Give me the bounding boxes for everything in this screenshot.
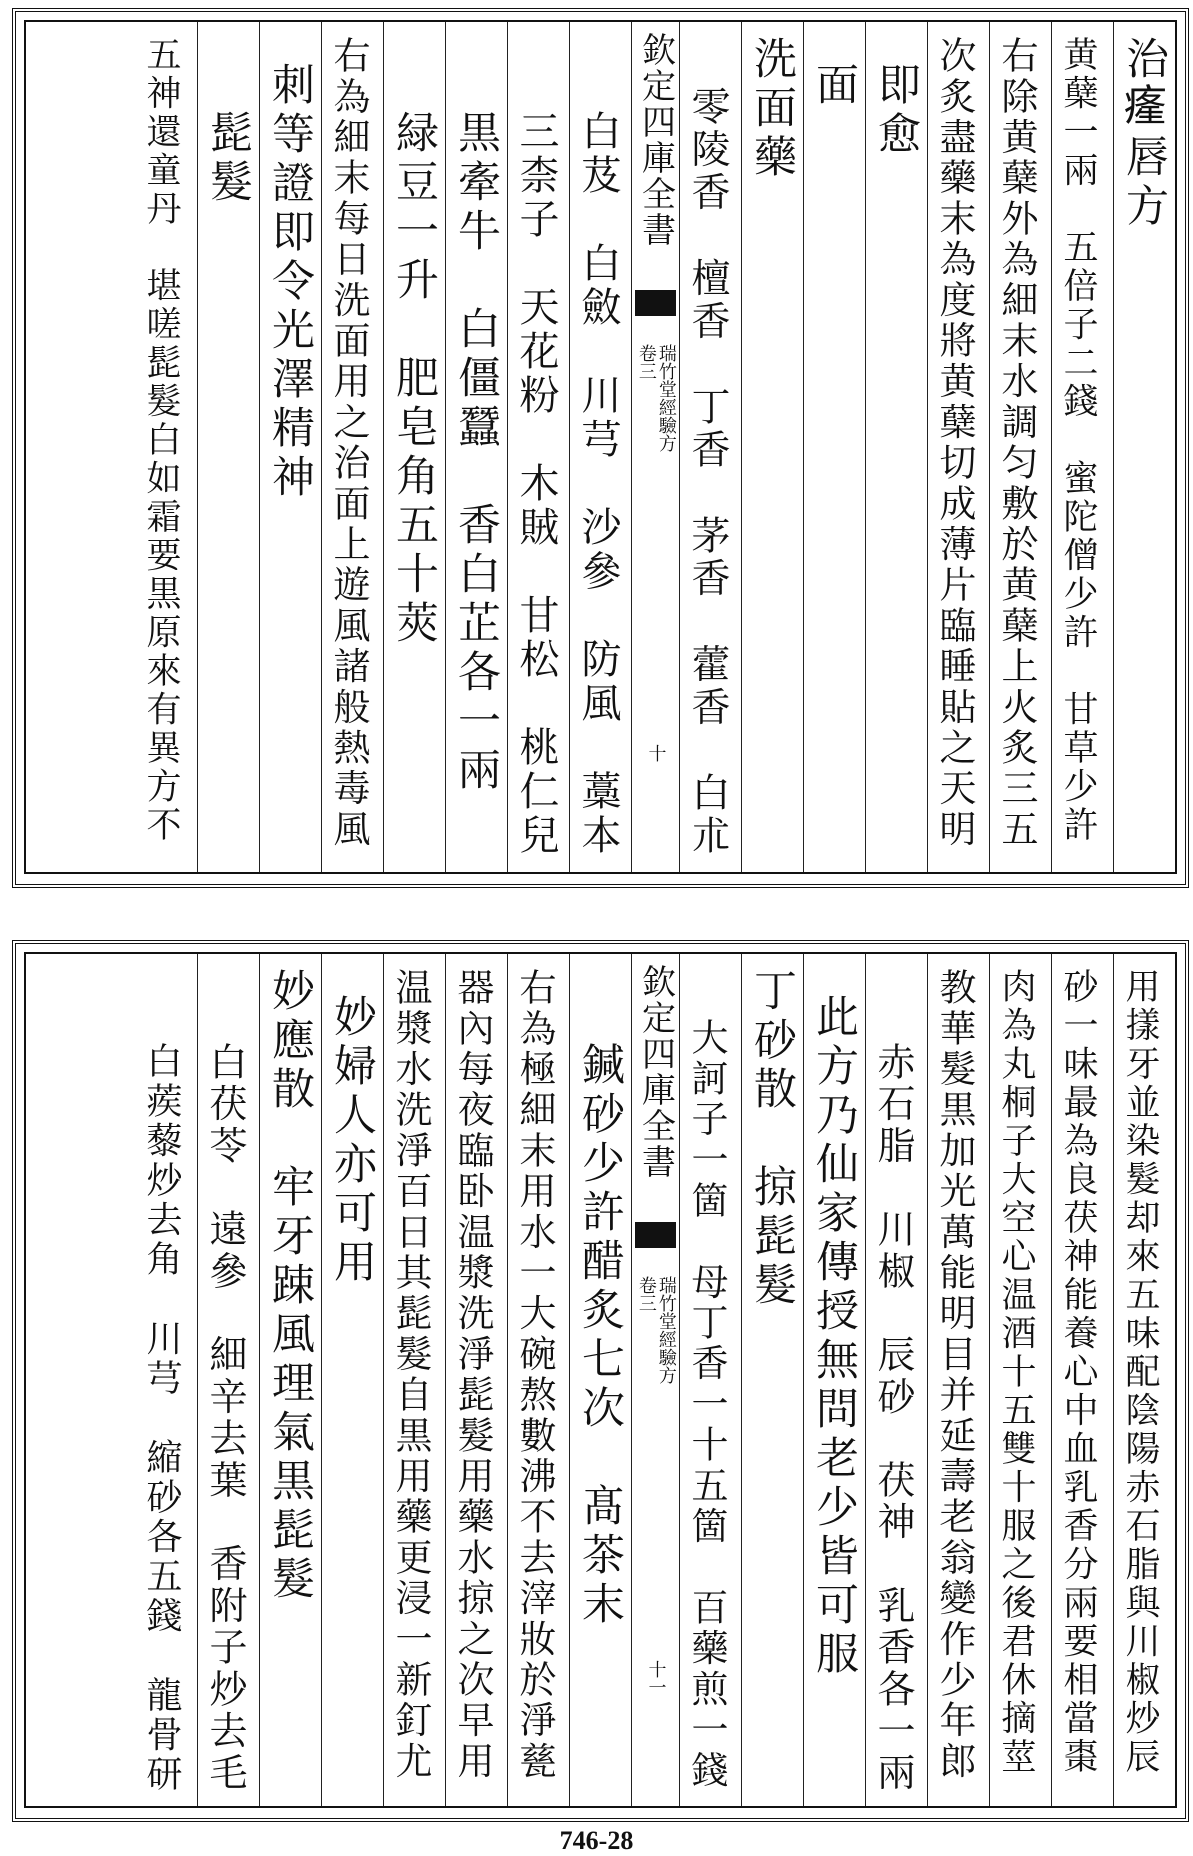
text-column: 零陵香 檀香 丁香 茅香 藿香 白朮 bbox=[685, 86, 730, 859]
bottom-col-3 bbox=[989, 954, 1051, 1806]
text-column: 五神還童丹 堪嗟髭髮白如霜要黒原來有異方不 bbox=[141, 36, 181, 845]
top-page-panel bbox=[12, 8, 1189, 888]
top-col-8 bbox=[679, 22, 741, 872]
text-column: 白芨 白斂 川芎 沙參 防風 藁本 bbox=[575, 110, 621, 858]
top-col-10 bbox=[507, 22, 569, 872]
top-col-11 bbox=[445, 22, 507, 872]
text-column: 教華髮黒加光萬能明目并延壽老翁變作少年郎 bbox=[933, 968, 976, 1782]
page-number: 746-28 bbox=[559, 1826, 634, 1855]
bottom-col-7 bbox=[741, 954, 803, 1806]
text-column: 丁砂散 掠髭髮 bbox=[747, 968, 797, 1311]
text-column: 洗面藥 bbox=[747, 36, 797, 183]
text-column: 用㨾牙並染髮却來五味配陰陽赤石脂與川椒炒辰 bbox=[1120, 968, 1160, 1777]
top-page-frame bbox=[24, 20, 1177, 874]
leaf-number: 十一 bbox=[645, 1660, 667, 1696]
book-title: 瑞竹堂經驗方 bbox=[655, 1276, 677, 1384]
bottom-col-6 bbox=[803, 954, 865, 1806]
bottom-columns bbox=[26, 954, 1175, 1806]
text-column: 三柰子 天花粉 木賊 甘松 桃仁兒 bbox=[513, 110, 559, 858]
bottom-col-9 bbox=[569, 954, 631, 1806]
top-col-14 bbox=[259, 22, 321, 872]
bottom-col-14 bbox=[259, 954, 321, 1806]
text-column: 白茯苓 遠參 細辛去葉 香附子炒去毛 bbox=[203, 1042, 247, 1795]
text-column: 即愈 bbox=[871, 62, 921, 160]
book-series-title: 欽定四庫全書 bbox=[635, 964, 676, 1180]
text-column: 右除黄蘖外為細末水調匀敷於黄蘖上火炙三五 bbox=[995, 36, 1038, 850]
bottom-col-11 bbox=[445, 954, 507, 1806]
bottom-col-15 bbox=[197, 954, 259, 1806]
text-column: 右為極細末用水一大碗熬數沸不去滓妝於淨甆 bbox=[513, 968, 556, 1782]
text-column: 砂一味最為良茯神能養心中血乳香分兩要相當棗 bbox=[1058, 968, 1098, 1777]
bottom-page-frame bbox=[24, 952, 1177, 1808]
top-col-5 bbox=[865, 22, 927, 872]
text-column: 面 bbox=[809, 62, 859, 111]
text-column: 赤石脂 川椒 辰砂 茯神 乳香各一兩 bbox=[871, 1042, 915, 1795]
top-col-15 bbox=[197, 22, 259, 872]
text-column: 黄蘖一兩 五倍子二錢 蜜陀僧少許 甘草少許 bbox=[1058, 36, 1098, 845]
text-column: 此方乃仙家傳授無問老少皆可服 bbox=[809, 994, 859, 1680]
bottom-center-header bbox=[631, 954, 679, 1806]
bottom-col-12 bbox=[383, 954, 445, 1806]
bottom-col-8 bbox=[679, 954, 741, 1806]
text-column: 鍼砂少許醋炙七次 髙茶末 bbox=[575, 1042, 625, 1630]
book-series-title: 欽定四庫全書 bbox=[635, 32, 676, 248]
fish-tail-mark bbox=[635, 290, 676, 316]
book-title: 瑞竹堂經驗方 bbox=[655, 344, 677, 452]
text-column: 白蒺藜炒去角 川芎 縮砂各五錢 龍骨研 bbox=[141, 1042, 182, 1795]
text-column: 治𤸇唇方 bbox=[1119, 36, 1169, 232]
text-column: 緑豆一升 肥皂角五十莢 bbox=[389, 110, 439, 649]
top-col-16 bbox=[135, 22, 197, 872]
bottom-col-4 bbox=[927, 954, 989, 1806]
text-column: 温漿水洗淨百日其髭髮自黒用藥更浸一新釘尤 bbox=[389, 968, 432, 1782]
top-col-4 bbox=[927, 22, 989, 872]
bottom-page-panel bbox=[12, 940, 1189, 1822]
bottom-col-1 bbox=[1113, 954, 1175, 1806]
bottom-col-13 bbox=[321, 954, 383, 1806]
text-column: 黒牽牛 白僵蠶 香白芷各一兩 bbox=[451, 110, 501, 796]
bottom-col-10 bbox=[507, 954, 569, 1806]
top-col-13 bbox=[321, 22, 383, 872]
text-column: 髭髮 bbox=[203, 110, 253, 208]
juan-label: 卷三 bbox=[635, 344, 657, 380]
text-column: 次炙盡藥末為度將黄蘖切成薄片臨睡貼之天明 bbox=[933, 36, 976, 850]
fish-tail-mark bbox=[635, 1222, 676, 1248]
top-col-1 bbox=[1113, 22, 1175, 872]
text-column: 妙婦人亦可用 bbox=[327, 994, 377, 1288]
bottom-col-2 bbox=[1051, 954, 1113, 1806]
top-col-3 bbox=[989, 22, 1051, 872]
text-column: 妙應散 牢牙踈風理氣黒髭髮 bbox=[265, 968, 315, 1605]
top-col-9 bbox=[569, 22, 631, 872]
juan-label: 卷三 bbox=[635, 1276, 657, 1312]
text-column: 器內每夜臨卧温漿洗淨髭髮用藥水掠之次早用 bbox=[451, 968, 494, 1782]
top-col-6 bbox=[803, 22, 865, 872]
text-column: 右為細末每日洗面用之治面上遊風諸般熱毒風 bbox=[327, 36, 370, 850]
top-columns bbox=[26, 22, 1175, 872]
text-column: 大訶子一箇 母丁香一十五箇 百藥煎一錢 bbox=[685, 1018, 728, 1792]
top-col-12 bbox=[383, 22, 445, 872]
text-column: 肉為丸桐子大空心温酒十五雙十服之後君休摘莖 bbox=[996, 968, 1036, 1777]
top-col-7 bbox=[741, 22, 803, 872]
leaf-number: 十 bbox=[645, 744, 667, 762]
bottom-col-5 bbox=[865, 954, 927, 1806]
top-col-2 bbox=[1051, 22, 1113, 872]
text-column: 刺等證即令光澤精神 bbox=[265, 62, 315, 503]
top-center-header bbox=[631, 22, 679, 872]
bottom-col-16 bbox=[135, 954, 197, 1806]
